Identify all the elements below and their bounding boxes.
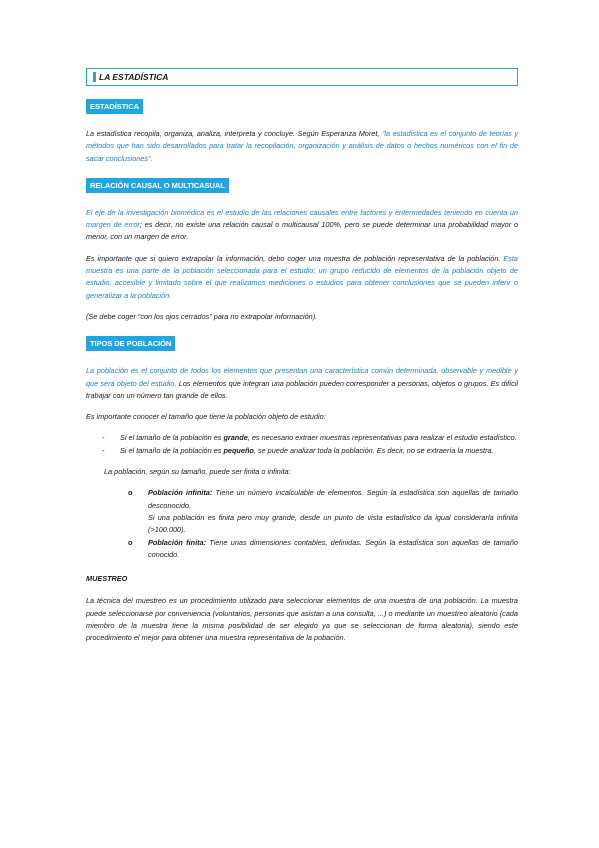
relacion-p2-blue: Esta muestra es una parte de la población seleccionada para el estudio; un grupo reducido de elementos de la población objeto de estudio, accesible y limitado sobre el que realizamos mediciones o estudios para obtener conclusiones que se pueden inferir o generalizar a la población. (86, 253, 518, 300)
list-item-bold: Población infinita: (148, 488, 213, 498)
list-item (86, 537, 518, 562)
tipos-blue-text: La población es el conjunto de todos los elementos que presentan una característica común determinada, observable y medible y que será objeto del estudio. (86, 366, 518, 388)
section-relacion-causal (86, 175, 518, 323)
estadistica-paragraph (86, 128, 518, 165)
list-item-note (86, 512, 518, 537)
section-tag-relacion: RELACIÓN CAUSAL O MULTICASUAL (86, 178, 229, 193)
bullet-glyph: o (128, 537, 133, 547)
tipos-text: Los elementos que integran una población pueden corresponder a personas, objetos o grupos. Es difícil trabajar con un número tan grande de ellos. (86, 378, 519, 400)
relacion-text: ; es decir, no existe una relación causal o multicausal 100%, pero se puede determinar una probabilidad mayor o menor, con un margen de error. (86, 220, 518, 242)
list-item-text: , es necesario extraer muestras representativas para realizar el estudio estadístico. (247, 433, 517, 443)
estadistica-quote: “la estadística es el conjunto de teorías y métodos que han sido desarrollados para tratar la recopilación, organización y análisis de datos o hechos numéricos con el fin de sacar conclusiones”. (86, 129, 519, 163)
list-item (86, 432, 518, 444)
document-title: LA ESTADÍSTICA (93, 72, 168, 82)
list-item-text: Tiene un número incalculable de elementos. Según la estadística son aquellas de tamaño desconocido. (148, 488, 518, 510)
relacion-p2-text: Es importante que si quiero extrapolar la información, debo coger una muestra de población representativa de la población. (86, 253, 504, 263)
muestreo-paragraph: La técnica del muestreo es un procedimiento utilizado para seleccionar elementos de una muestra de una población. La muestra puede seleccionarse por conveniencia (voluntarios, personas que asistan a una consulta, ...) o mediante un muestreo aleatorio (cada miembro de la muestra tiene la misma posibilidad de ser elegido ya que se seleccionan de forma aleatoria), siendo este procedimiento el mejor para obtener una muestra representativa de la pobación. (86, 596, 518, 643)
tipos-paragraph-3: La población, según su tamaño, puede ser finita o infinita: (104, 467, 291, 477)
section-tag-tipos: TIPOS DE POBLACIÓN (86, 336, 175, 351)
list-item-text: Si el tamaño de la población es (120, 433, 224, 443)
section-muestreo (86, 573, 518, 644)
bullet-glyph: o (128, 488, 133, 498)
list-item (86, 487, 518, 512)
list-item-bold: pequeño (223, 445, 254, 455)
document-page (86, 68, 518, 645)
finite-infinite-list (86, 487, 518, 561)
document-title-box (86, 68, 518, 86)
list-item-text: Si el tamaño de la población es (120, 445, 224, 455)
list-item-text: , se puede analizar toda la población. Es decir, no se extraería la muestra. (253, 445, 494, 455)
section-estadistica (86, 96, 518, 165)
list-item-bold: Población finita: (148, 537, 207, 547)
muestreo-heading: MUESTREO (86, 574, 128, 584)
size-list (86, 432, 518, 457)
relacion-paragraph-2 (86, 253, 518, 302)
list-item-text: Si una población es finita pero muy grande, desde un punto de vista estadístico da igual considerarla infinita (>100.000). (148, 512, 518, 535)
list-item-text: Tiene unas dimensiones contables, definidas. Según la estadística son aquellas de tamaño conocido. (148, 537, 518, 559)
section-tipos-poblacion (86, 333, 518, 561)
list-item-bold: grande (223, 433, 248, 443)
list-item (86, 445, 518, 457)
relacion-blue-text: El eje de la investigación biomédica es el estudio de las relaciones causales entre factores y enfermedades teniendo en cuenta un margen de error (86, 207, 518, 230)
relacion-paragraph-3: (Se debe coger “con los ojos cerrados” para no extrapolar información). (86, 311, 318, 321)
estadistica-text: La estadística recopila, organiza, analiza, interpreta y concluye. Según Esperanza Moret, (86, 129, 382, 138)
section-tag-estadistica: ESTADÍSTICA (86, 99, 143, 114)
tipos-paragraph-2: Es importante conocer el tamaño que tiene la población objeto de estudio: (86, 412, 326, 422)
tipos-paragraph-1 (86, 365, 518, 402)
relacion-paragraph-1 (86, 207, 518, 244)
